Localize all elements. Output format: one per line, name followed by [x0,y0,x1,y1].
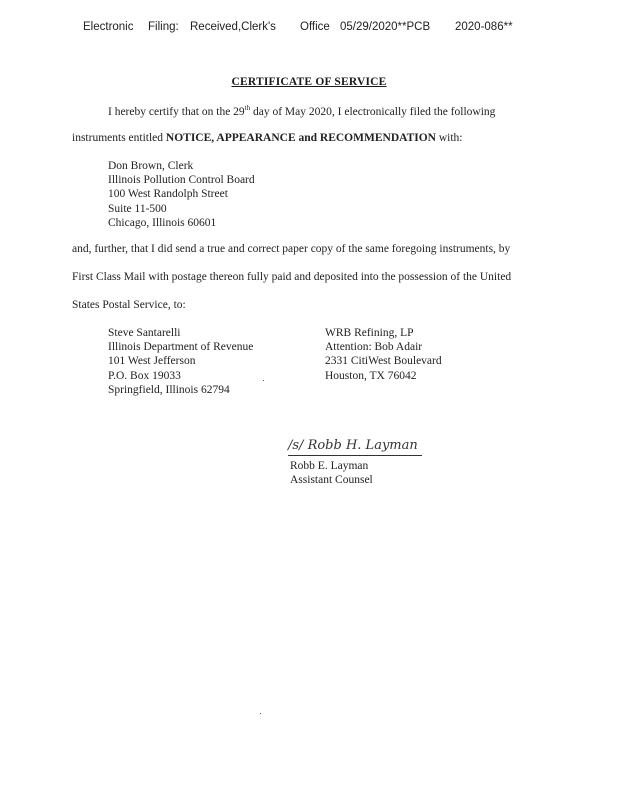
signature-underline [288,455,422,456]
clerk-address-line: Don Brown, Clerk [108,160,194,172]
clerk-address-line: Illinois Pollution Control Board [108,174,255,187]
further-line: and, further, that I did send a true and correct paper copy of the same foregoing instruments, by [72,243,511,255]
certify-text-pre: I hereby certify that on the 29 [108,106,245,118]
clerk-address-block [108,159,255,230]
signature-block [290,459,373,487]
header-date-pcb: 05/29/2020**PCB [340,21,431,33]
recipient-right-line: Attention: Bob Adair [325,341,423,354]
clerk-address-line: 100 West Randolph Street [108,188,228,201]
signer-role: Assistant Counsel [290,474,373,487]
header-office: Office [300,21,330,33]
stray-mark [260,713,261,714]
recipient-left-line: P.O. Box 19033 [108,369,181,382]
recipient-left-line: Steve Santarelli [108,327,181,339]
clerk-address-line: Suite 11-500 [108,202,167,215]
stray-mark [263,380,264,381]
recipient-right-block [325,326,442,383]
instruments-text-pre: instruments entitled [72,132,166,144]
signer-name: Robb E. Layman [290,460,369,472]
certify-line [108,104,495,118]
recipient-left-line: Illinois Department of Revenue [108,341,254,354]
instruments-line [72,132,462,144]
header-received: Received,Clerk's [190,21,276,33]
signature-script: /s/ Robb H. Layman [288,438,418,453]
document-title: CERTIFICATE OF SERVICE [231,76,387,88]
header-filing: Filing: [148,21,179,33]
instruments-title: NOTICE, APPEARANCE and RECOMMENDATION [165,132,436,144]
certify-text-post: day of May 2020, I electronically filed the following [250,106,496,118]
recipient-right-line: WRB Refining, LP [325,327,414,339]
certify-day-suffix: th [244,104,251,112]
header-case-number: 2020-086** [455,21,513,33]
recipient-right-line: 2331 CitiWest Boulevard [325,355,442,368]
recipient-left-line: Springfield, Illinois 62794 [108,383,230,396]
header-electronic: Electronic [83,21,134,33]
instruments-text-post: with: [435,132,463,144]
recipient-left-line: 101 West Jefferson [108,355,196,368]
postal-line: States Postal Service, to: [72,299,186,311]
mail-line: First Class Mail with postage thereon fully paid and deposited into the possession of the United [72,271,512,283]
clerk-address-line: Chicago, Illinois 60601 [108,216,217,229]
recipient-right-line: Houston, TX 76042 [325,369,417,382]
recipient-left-block [108,326,253,397]
